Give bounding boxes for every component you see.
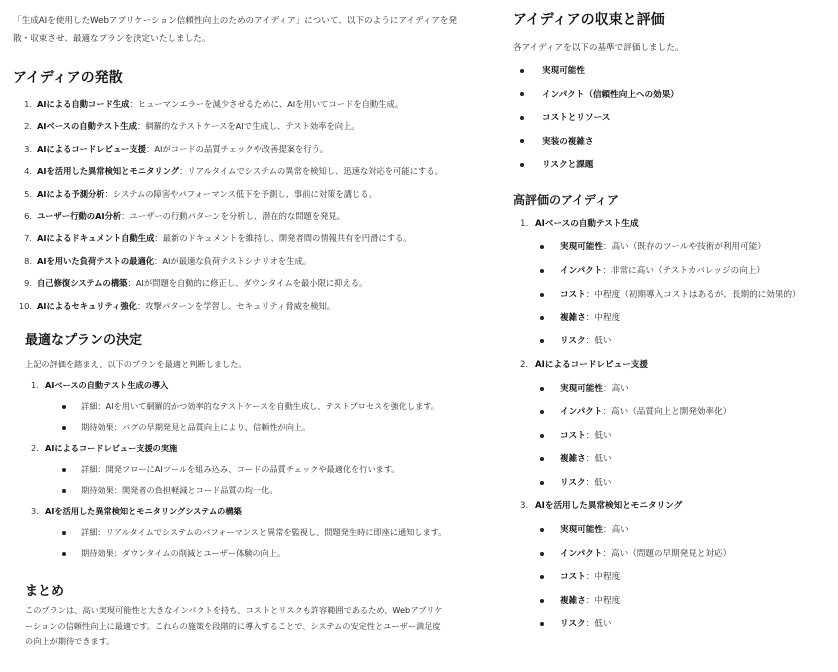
bullet-icon (62, 531, 66, 535)
bullet-icon (520, 116, 524, 120)
list-item (13, 164, 473, 186)
item-number: 5. (24, 188, 32, 199)
evaluation-heading: アイディアの収束と評価 (513, 12, 665, 28)
eval-label: コスト (560, 290, 586, 300)
eval-value: ：中程度 (585, 572, 621, 582)
ideas-heading: アイディアの発散 (13, 70, 123, 86)
eval-value: ：低い (585, 478, 612, 488)
intro-paragraph: 「生成AIを使用したWebアプリケーション信頼性向上のためのアイディア」について、以下のようにアイディアを発散・収束させ、最適なプランを決定いたしました。 (13, 16, 458, 44)
criterion-label: リスクと課題 (542, 160, 594, 170)
list-item (13, 254, 473, 276)
bullet-icon (540, 410, 544, 414)
eval-bullet (540, 334, 611, 348)
eval-value: ：低い (585, 619, 612, 629)
eval-bullet (540, 594, 620, 608)
eval-value: ：高い (602, 384, 629, 394)
list-item (13, 299, 473, 321)
eval-value: ：低い (585, 336, 612, 346)
item-number: 3. (520, 501, 529, 511)
bullet-icon (62, 405, 66, 409)
plan-heading: 最適なプランの決定 (25, 333, 143, 348)
item-number: 2. (24, 121, 32, 132)
item-number: 1. (24, 99, 32, 109)
item-number: 1. (520, 219, 529, 229)
list-item (513, 135, 679, 159)
bullet-icon (540, 434, 544, 438)
item-number: 6. (24, 210, 32, 221)
bullet-icon (62, 489, 66, 493)
item-desc: ：ユーザーの行動パターンを分析し、潜在的な問題を発見。 (121, 210, 346, 221)
plan-effect (62, 420, 310, 434)
item-desc: ：AIが最適な負荷テストシナリオを生成。 (154, 255, 312, 266)
item-number: 9. (24, 278, 32, 289)
bullet-icon (540, 387, 544, 391)
list-item (13, 276, 473, 298)
item-title: AIを活用した異常検知とモニタリングシステムの構築 (45, 506, 242, 516)
bullet-icon (62, 426, 66, 430)
bullet-icon (540, 269, 544, 273)
item-desc: ：ヒューマンエラーを減少させるために、AIを用いてコードを自動生成。 (129, 99, 404, 109)
eval-label: 実現可能性 (560, 384, 603, 394)
eval-label: リスク (560, 619, 586, 629)
list-item (513, 64, 679, 88)
eval-value: ：中程度 (585, 313, 621, 323)
detail-text: 詳細：開発フローにAIツールを組み込み、コードの品質チェックや最適化を行います。 (81, 464, 400, 474)
bullet-icon (540, 599, 544, 603)
eval-bullet (540, 570, 620, 584)
bullet-icon (540, 316, 544, 320)
summary-paragraph: このプランは、高い実現可能性と大きなインパクトを持ち、コストとリスクも許容範囲であるため、Webアプリケーションの信頼性向上に最適です。これらの施策を段階的に導入することで、システムの安定性とユーザー満足度の向上が期待できます。 (25, 605, 443, 646)
bullet-icon (520, 139, 524, 143)
high-item-title (520, 499, 682, 513)
list-item (513, 111, 679, 135)
item-title: AIベースの自動テスト生成 (37, 121, 138, 132)
plan-detail (62, 399, 439, 413)
bullet-icon (540, 293, 544, 297)
eval-bullet (540, 476, 611, 490)
item-title: AIによるドキュメント自動生成 (37, 233, 155, 244)
eval-bullet (540, 523, 629, 537)
eval-value: ：低い (585, 431, 612, 441)
eval-label: 実現可能性 (560, 525, 603, 535)
eval-label: コスト (560, 431, 586, 441)
summary-heading: まとめ (25, 584, 65, 599)
effect-text: 期待効果：開発者の負担軽減とコード品質の均一化。 (81, 485, 278, 495)
item-desc: ：網羅的なテストケースをAIで生成し、テスト効率を向上。 (137, 121, 360, 132)
bullet-icon (540, 339, 544, 343)
item-number: 3. (24, 143, 32, 154)
bullet-icon (62, 552, 66, 556)
list-item (13, 187, 473, 209)
item-number: 10. (18, 300, 32, 311)
bullet-icon (62, 468, 66, 472)
item-title: AIによるコードレビュー支援 (535, 360, 648, 370)
eval-label: インパクト (560, 266, 603, 276)
high-rated-heading: 高評価のアイディア (513, 193, 619, 207)
list-item (13, 97, 473, 119)
high-item-title (520, 358, 648, 372)
criterion-label: 実現可能性 (542, 66, 585, 76)
item-desc: ：システムの障害やパフォーマンス低下を予測し、事前に対策を講じる。 (104, 188, 377, 199)
eval-label: 複雑さ (560, 454, 586, 464)
item-number: 3. (31, 506, 39, 516)
item-title: AIを活用した異常検知とモニタリング (535, 501, 683, 511)
detail-text: 詳細：AIを用いて網羅的かつ効率的なテストケースを自動生成し、テストプロセスを強化します。 (81, 401, 439, 411)
eval-label: コスト (560, 572, 586, 582)
item-desc: ：最新のドキュメントを維持し、開発者間の情報共有を円滑にする。 (154, 233, 412, 244)
list-item (13, 119, 473, 141)
item-title: AIによるコードレビュー支援 (37, 143, 147, 154)
eval-label: 複雑さ (560, 313, 586, 323)
eval-value: ：高い (602, 525, 629, 535)
eval-label: インパクト (560, 407, 603, 417)
eval-value: ：非常に高い（テストカバレッジの向上） (602, 266, 765, 276)
eval-bullet (540, 311, 620, 325)
bullet-icon (520, 163, 524, 167)
item-title: AIによる自動コード生成 (37, 99, 130, 109)
eval-label: 複雑さ (560, 596, 586, 606)
eval-bullet (540, 382, 629, 396)
item-number: 2. (520, 360, 529, 370)
item-title: AIを用いた負荷テストの最適化 (37, 255, 155, 266)
bullet-icon (540, 528, 544, 532)
item-number: 7. (24, 233, 32, 244)
plan-item-title (31, 441, 177, 455)
ideas-list (13, 97, 473, 321)
bullet-icon (520, 92, 524, 96)
item-title: ユーザー行動のAI分析 (37, 210, 122, 221)
item-number: 1. (31, 380, 39, 390)
eval-label: リスク (560, 478, 586, 488)
criteria-list (513, 64, 679, 182)
bullet-icon (540, 245, 544, 249)
effect-text: 期待効果：ダウンタイムの削減とユーザー体験の向上。 (81, 548, 286, 558)
eval-value: ：中程度（初期導入コストはあるが、長期的に効果的） (585, 290, 801, 300)
eval-bullet (540, 240, 766, 254)
criterion-label: インパクト（信頼性向上への効果） (542, 89, 679, 100)
item-title: AIによるセキュリティ強化 (37, 300, 137, 311)
item-number: 8. (24, 255, 32, 266)
item-desc: ：攻撃パターンを学習し、セキュリティ脅威を検知。 (136, 300, 336, 311)
list-item (513, 158, 679, 182)
plan-detail (62, 462, 400, 476)
eval-value: ：高い（既存のツールや技術が利用可能） (602, 242, 766, 252)
list-item (513, 88, 679, 112)
eval-label: 実現可能性 (560, 242, 603, 252)
criterion-label: 実装の複雑さ (542, 136, 594, 147)
eval-value: ：中程度 (585, 596, 621, 606)
eval-label: インパクト (560, 549, 603, 559)
item-title: 自己修復システムの構築 (37, 278, 128, 289)
bullet-icon (540, 575, 544, 579)
item-desc: ：リアルタイムでシステムの異常を検知し、迅速な対応を可能にする。 (179, 166, 443, 177)
eval-bullet (540, 547, 731, 561)
eval-bullet (540, 429, 612, 443)
eval-bullet (540, 452, 612, 466)
list-item (13, 231, 473, 253)
evaluation-intro: 各アイディアを以下の基準で評価しました。 (513, 43, 684, 53)
eval-label: リスク (560, 336, 586, 346)
effect-text: 期待効果：バグの早期発見と品質向上により、信頼性が向上。 (81, 422, 311, 432)
item-title: AIによるコードレビュー支援の実施 (45, 443, 178, 453)
eval-bullet (540, 617, 611, 631)
bullet-icon (540, 622, 544, 626)
bullet-icon (540, 457, 544, 461)
eval-value: ：低い (585, 454, 612, 464)
criterion-label: コストとリソース (542, 113, 611, 123)
eval-value: ：高い（品質向上と開発効率化） (602, 407, 732, 417)
bullet-icon (520, 69, 524, 73)
item-title: AIベースの自動テスト生成の導入 (45, 380, 169, 390)
eval-bullet (540, 288, 801, 302)
eval-value: ：高い（問題の早期発見と対応） (602, 549, 732, 559)
eval-bullet (540, 405, 731, 419)
plan-item-title (31, 504, 242, 518)
eval-bullet (540, 264, 765, 278)
item-title: AIによる予測分析 (37, 188, 105, 199)
list-item (13, 142, 473, 164)
item-title: AIを活用した異常検知とモニタリング (37, 166, 180, 177)
item-title: AIベースの自動テスト生成 (535, 219, 639, 229)
plan-intro: 上記の評価を踏まえ、以下のプランを最適と判断しました。 (25, 359, 247, 369)
plan-detail (62, 525, 447, 539)
item-number: 4. (24, 166, 32, 177)
bullet-icon (540, 481, 544, 485)
item-desc: ：AIがコードの品質チェックや改善提案を行う。 (146, 143, 329, 154)
item-number: 2. (31, 443, 39, 453)
plan-item-title (31, 378, 168, 392)
list-item (13, 209, 473, 231)
high-item-title (520, 217, 639, 231)
plan-effect (62, 483, 278, 497)
bullet-icon (540, 552, 544, 556)
detail-text: 詳細：リアルタイムでシステムのパフォーマンスと異常を監視し、問題発生時に即座に通知します。 (81, 527, 447, 537)
plan-effect (62, 546, 285, 560)
item-desc: ：AIが問題を自動的に修正し、ダウンタイムを最小限に抑える。 (127, 278, 368, 289)
